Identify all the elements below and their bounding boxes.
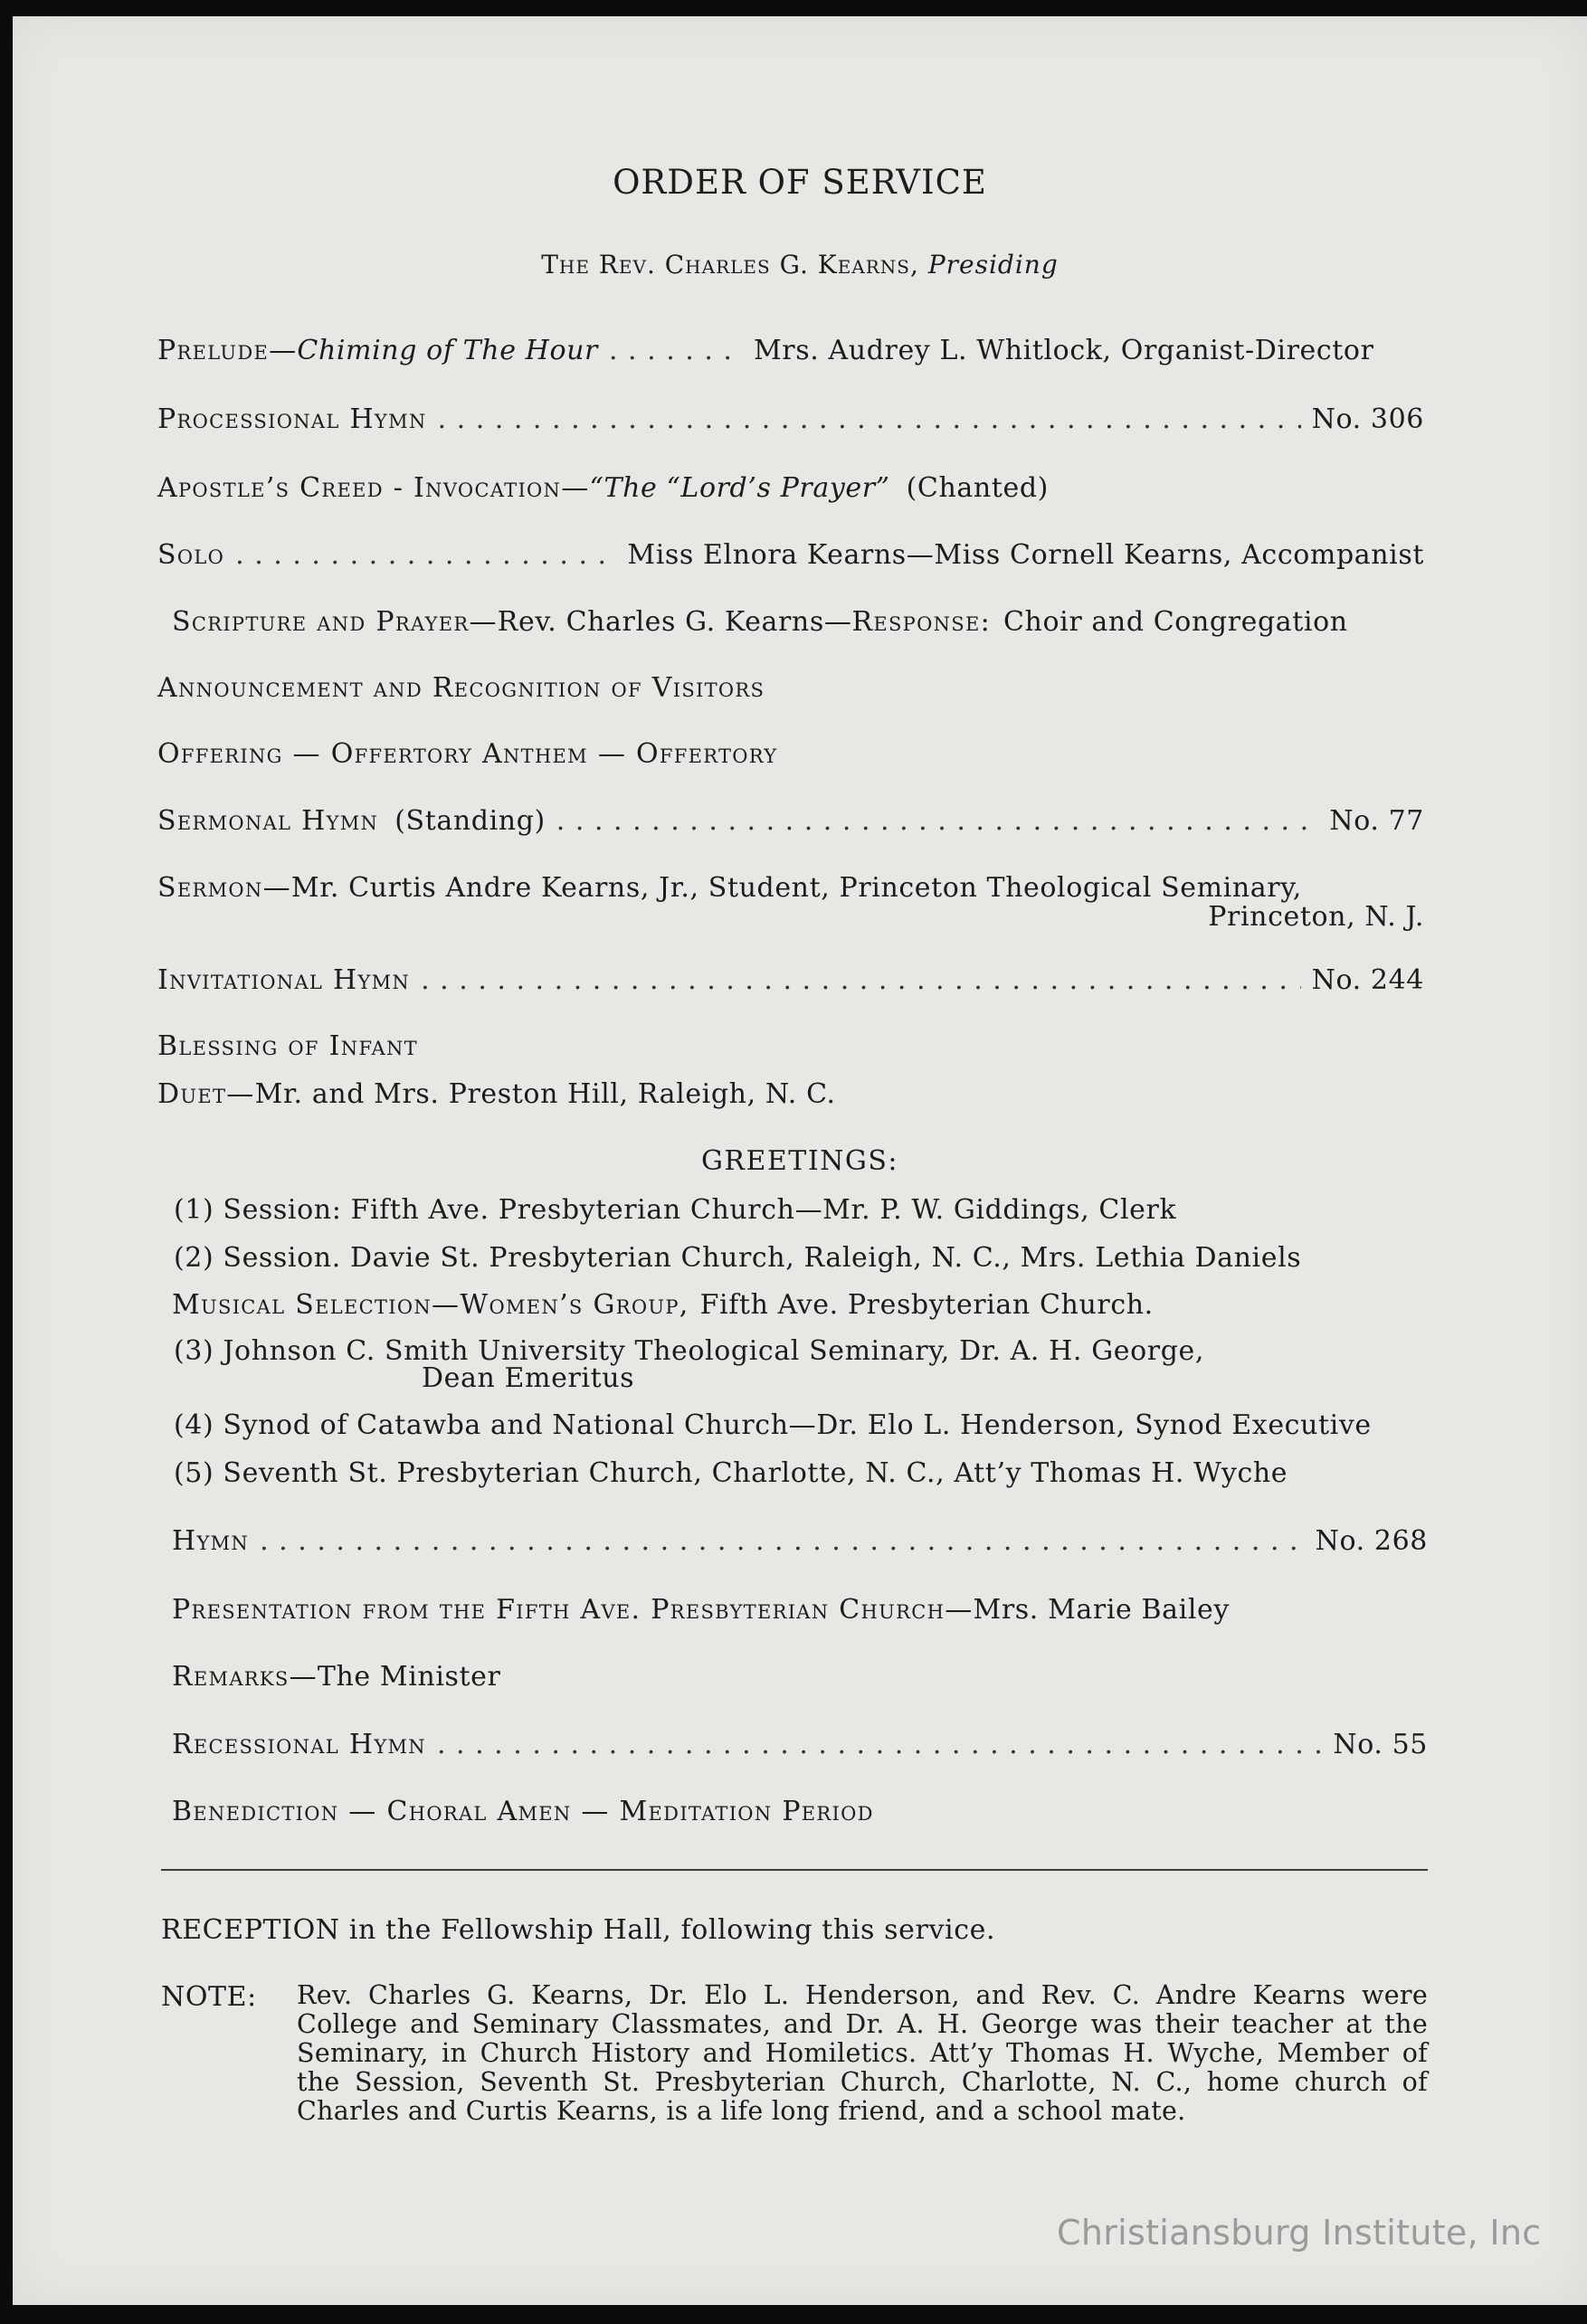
musical-selection-row bbox=[172, 1289, 1439, 1321]
announcement-row bbox=[157, 672, 1424, 704]
presiding-role: Presiding bbox=[927, 250, 1059, 280]
duet-row bbox=[157, 1078, 1424, 1110]
offering-label: Offering — Offertory Anthem — Offertory bbox=[157, 738, 778, 770]
prelude-detail: Mrs. Audrey L. Whitlock, Organist-Director bbox=[753, 335, 1374, 366]
hymn-label: Hymn bbox=[172, 1525, 250, 1557]
response-label: Response: bbox=[851, 606, 991, 638]
dot-leader bbox=[556, 805, 1319, 837]
processional-row bbox=[157, 403, 1424, 435]
benediction-label: Benediction — Choral Amen — Meditation Period bbox=[172, 1796, 874, 1827]
greeting-5: (5) Seventh St. Presbyterian Church, Charlotte, N. C., Att’y Thomas H. Wyche bbox=[174, 1457, 1288, 1489]
remarks-label: Remarks— bbox=[172, 1661, 318, 1693]
sermonal-number: No. 77 bbox=[1329, 805, 1424, 837]
duet-detail: Mr. and Mrs. Preston Hill, Raleigh, N. C. bbox=[254, 1078, 836, 1110]
blessing-row bbox=[157, 1030, 1424, 1062]
scripture-row bbox=[172, 606, 1424, 638]
reception-line: RECEPTION in the Fellowship Hall, following this service. bbox=[161, 1914, 996, 1946]
note-label: NOTE: bbox=[161, 1981, 257, 2013]
remarks-row bbox=[172, 1661, 1439, 1693]
dot-leader bbox=[609, 335, 743, 366]
dot-leader bbox=[260, 1525, 1305, 1557]
recessional-row bbox=[172, 1729, 1428, 1760]
presentation-row bbox=[172, 1594, 1439, 1626]
blessing-label: Blessing of Infant bbox=[157, 1030, 418, 1062]
creed-detail: (Chanted) bbox=[906, 472, 1049, 504]
creed-row bbox=[157, 472, 1424, 504]
dot-leader bbox=[437, 1729, 1322, 1760]
greetings-heading: GREETINGS: bbox=[700, 1145, 899, 1177]
watermark: Christiansburg Institute, Inc bbox=[1057, 2213, 1542, 2253]
dot-leader bbox=[421, 964, 1301, 996]
invitational-number: No. 244 bbox=[1311, 964, 1424, 996]
dot-leader bbox=[235, 539, 616, 571]
benediction-row bbox=[172, 1796, 1439, 1827]
offering-row bbox=[157, 738, 1424, 770]
scripture-text: Rev. Charles G. Kearns— bbox=[497, 606, 852, 638]
processional-number: No. 306 bbox=[1311, 403, 1424, 435]
hymn-number: No. 268 bbox=[1315, 1525, 1428, 1557]
greeting-1: (1) Session: Fifth Ave. Presbyterian Church—Mr. P. W. Giddings, Clerk bbox=[174, 1194, 1177, 1226]
solo-detail: Miss Elnora Kearns—Miss Cornell Kearns, Accompanist bbox=[627, 539, 1424, 571]
creed-title: “The “Lord’s Prayer” bbox=[589, 472, 890, 504]
presiding-line bbox=[13, 250, 1587, 280]
recessional-label: Recessional Hymn bbox=[172, 1729, 426, 1760]
remarks-detail: The Minister bbox=[317, 1661, 501, 1693]
processional-label: Processional Hymn bbox=[157, 403, 427, 435]
solo-row bbox=[157, 539, 1424, 571]
solo-label: Solo bbox=[157, 539, 225, 571]
program-page bbox=[13, 16, 1587, 2305]
scripture-label: Scripture and Prayer— bbox=[172, 606, 498, 638]
prelude-label: Prelude— bbox=[157, 335, 298, 366]
sermon-label: Sermon— bbox=[157, 872, 291, 904]
hymn-row bbox=[172, 1525, 1428, 1557]
greeting-3: (3) Johnson C. Smith University Theological Seminary, Dr. A. H. George, bbox=[174, 1335, 1205, 1367]
page-title: ORDER OF SERVICE bbox=[613, 163, 987, 202]
creed-label: Apostle’s Creed - Invocation— bbox=[157, 472, 590, 504]
presentation-detail: Mrs. Marie Bailey bbox=[973, 1594, 1230, 1626]
prelude-row bbox=[157, 335, 1424, 366]
dot-leader bbox=[438, 403, 1301, 435]
announcement-label: Announcement and Recognition of Visitors bbox=[157, 672, 765, 704]
response-text: Choir and Congregation bbox=[1003, 606, 1348, 638]
presiding-name: The Rev. Charles G. Kearns, bbox=[541, 250, 919, 280]
sermonal-detail: (Standing) bbox=[394, 805, 546, 837]
sermonal-label: Sermonal Hymn bbox=[157, 805, 379, 837]
sermon-row bbox=[157, 872, 1424, 904]
duet-label: Duet— bbox=[157, 1078, 255, 1110]
greeting-3-continued: Dean Emeritus bbox=[422, 1362, 635, 1394]
sermon-line2: Princeton, N. J. bbox=[1208, 901, 1424, 933]
musical-selection-label: Musical Selection—Women’s Group, bbox=[172, 1289, 689, 1321]
sermonal-row bbox=[157, 805, 1424, 837]
invitational-row bbox=[157, 964, 1424, 996]
prelude-title: Chiming of The Hour bbox=[297, 335, 598, 366]
note-text: Rev. Charles G. Kearns, Dr. Elo L. Henderson, and Rev. C. Andre Kearns were College and Seminary Classmates, and Dr. A. H. George was their teacher at the Seminary, in Church History and Homiletics. Att’y Thomas H. Wyche, Member of the Session, Seventh St. Presbyterian Church, Charlotte, N. C., home church of Charles and Curtis Kearns, is a life long friend, and a school mate. bbox=[297, 1980, 1428, 2126]
greeting-2: (2) Session. Davie St. Presbyterian Church, Raleigh, N. C., Mrs. Lethia Daniels bbox=[174, 1242, 1302, 1274]
sermon-line1: Mr. Curtis Andre Kearns, Jr., Student, Princeton Theological Seminary, bbox=[290, 872, 1302, 904]
recessional-number: No. 55 bbox=[1333, 1729, 1428, 1760]
musical-selection-detail: Fifth Ave. Presbyterian Church. bbox=[699, 1289, 1154, 1321]
invitational-label: Invitational Hymn bbox=[157, 964, 411, 996]
greeting-4: (4) Synod of Catawba and National Church—Dr. Elo L. Henderson, Synod Executive bbox=[174, 1409, 1372, 1441]
presentation-label: Presentation from the Fifth Ave. Presbyterian Church— bbox=[172, 1594, 974, 1626]
divider-rule bbox=[161, 1869, 1428, 1871]
